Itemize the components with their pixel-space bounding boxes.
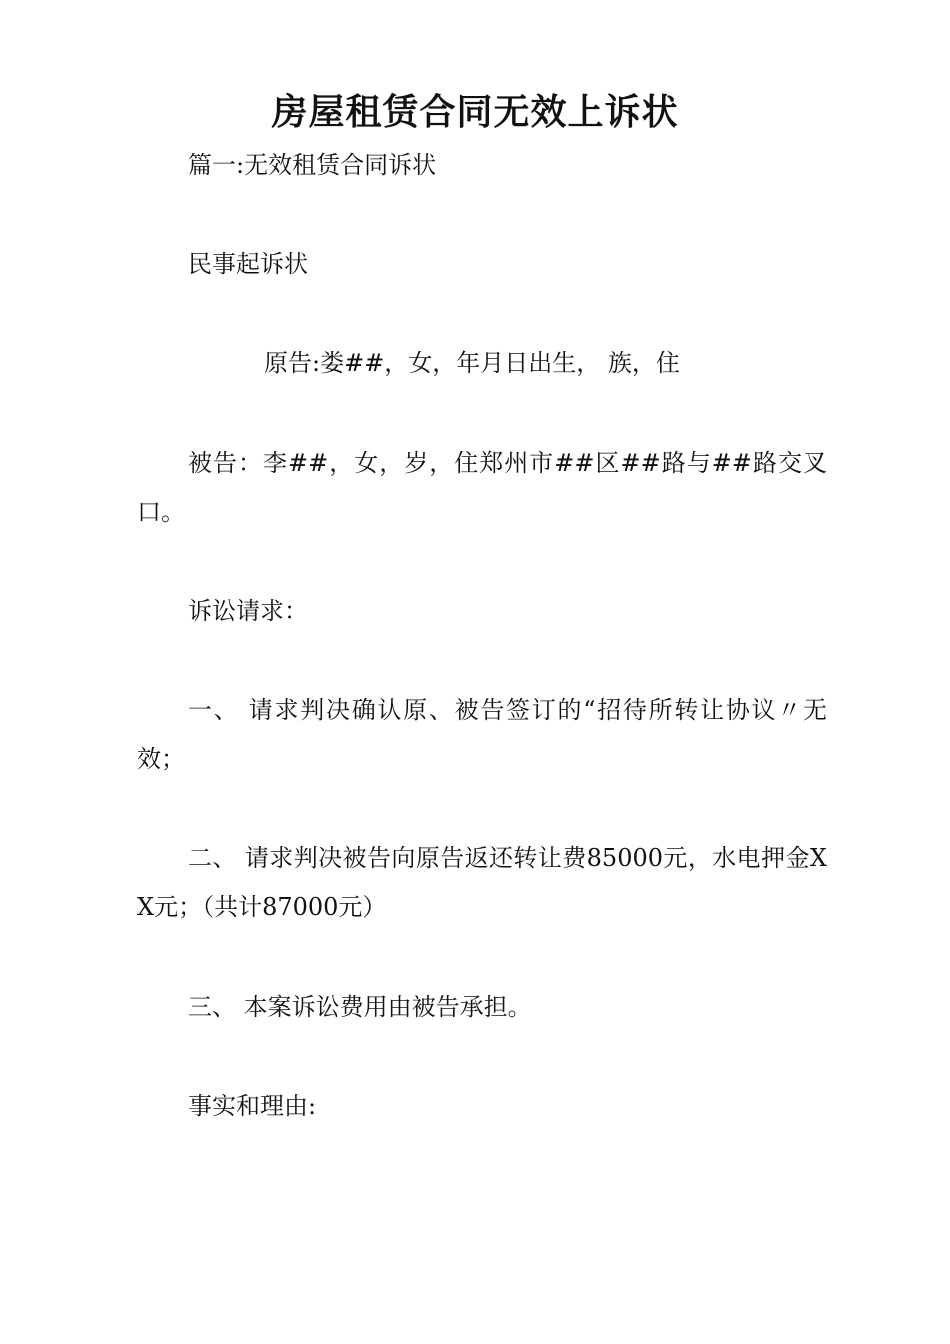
claims-heading: 诉讼请求： — [188, 597, 308, 625]
facts-heading: 事实和理由: — [188, 1092, 317, 1120]
plaintiff-paragraph: 原告:娄##，女，年月日出生， 族，住 — [264, 349, 680, 377]
section-heading: 篇一:无效租赁合同诉状 — [188, 151, 437, 179]
claim-item-3: 三、 本案诉讼费用由被告承担。 — [188, 993, 532, 1021]
defendant-paragraph: 被告：李##，女，岁，住郑州市##区##路与##路交叉口。 — [137, 449, 827, 526]
claim-item-2: 二、 请求判决被告向原告返还转让费85000元，水电押金XX元；（共计87000元） — [137, 844, 827, 921]
complaint-heading: 民事起诉状 — [188, 250, 308, 278]
document-title: 房屋租赁合同无效上诉状 — [271, 91, 679, 133]
claim-item-1: 一、 请求判决确认原、被告签订的“招待所转让协议〃无效； — [137, 696, 827, 773]
